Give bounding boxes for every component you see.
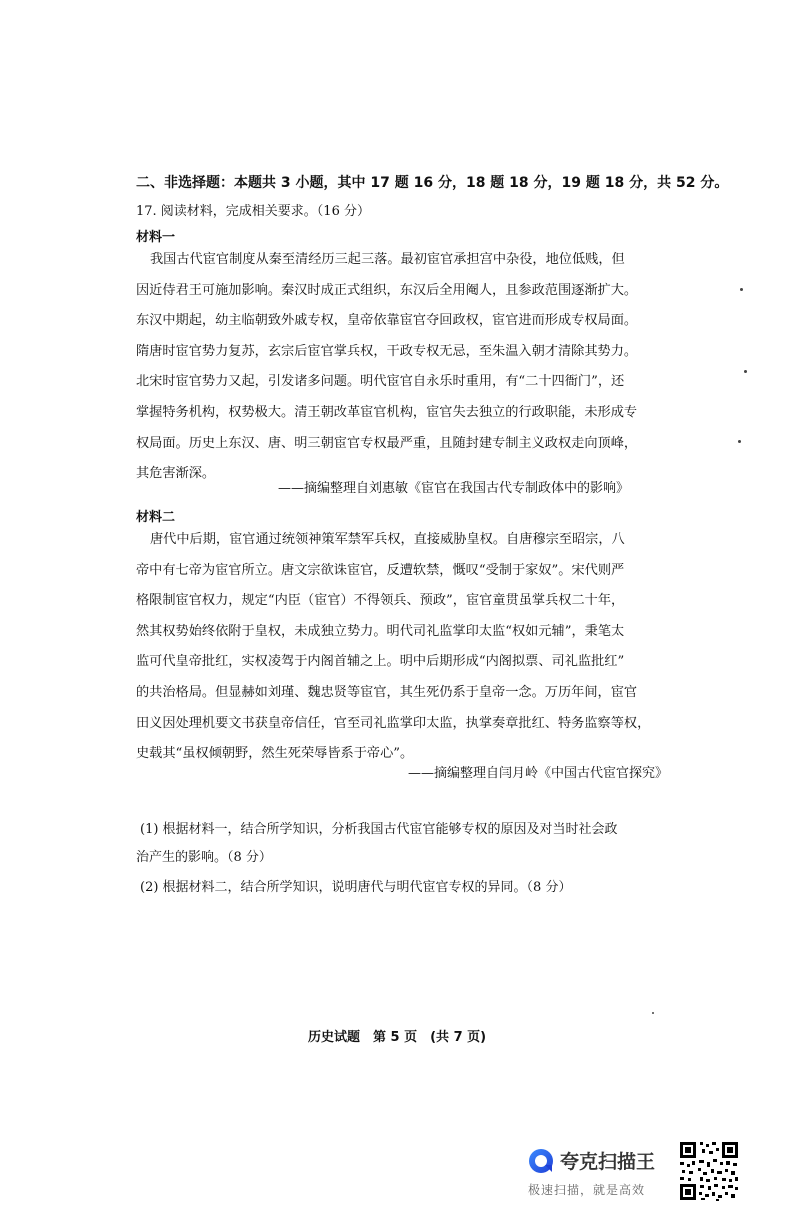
watermark-slogan: 极速扫描，就是高效 bbox=[528, 1183, 646, 1197]
material2-label: 材料二 bbox=[136, 510, 176, 525]
material2-line: 然其权势始终依附于皇权，未成独立势力。明代司礼监掌印太监“权如元辅”，秉笔太 bbox=[136, 623, 625, 639]
material2-line: 格限制宦官权力，规定“内臣（宦官）不得领兵、预政”，宦官童贯虽掌兵权二十年， bbox=[136, 593, 625, 609]
material1-line: 其危害渐深。 bbox=[136, 466, 216, 482]
quark-logo-icon bbox=[528, 1148, 554, 1174]
scan-speck bbox=[738, 440, 741, 443]
material2-line: 监可代皇帝批红，实权凌驾于内阁首辅之上。明中后期形成“内阁拟票、司礼监批红” bbox=[136, 654, 625, 670]
watermark-title: 夸克扫描王 bbox=[560, 1151, 656, 1173]
material1-line: 因近侍君王可施加影响。秦汉时成正式组织，东汉后全用阉人，且参政范围逐渐扩大。 bbox=[136, 282, 638, 298]
material1-line: 掌握特务机构，权势极大。清王朝改革宦官机构，宦官失去独立的行政职能，未形成专 bbox=[136, 404, 638, 420]
material1-line: 东汉中期起，幼主临朝致外戚专权，皇帝依靠宦官夺回政权，宦官进而形成专权局面。 bbox=[136, 313, 638, 329]
scan-speck bbox=[652, 1012, 654, 1014]
question-1-line-1: (1) 根据材料一，结合所学知识，分析我国古代宦官能够专权的原因及对当时社会政 bbox=[140, 822, 618, 837]
scan-speck bbox=[740, 288, 743, 291]
scan-speck bbox=[744, 370, 747, 373]
material1-line: 权局面。历史上东汉、唐、明三朝宦官专权最严重，且随封建专制主义政权走向顶峰， bbox=[136, 435, 638, 451]
section-header: 二、非选择题：本题共 3 小题，其中 17 题 16 分，18 题 18 分，19 题 18 分，共 52 分。 bbox=[136, 175, 729, 191]
material1-paragraph bbox=[136, 245, 666, 490]
qr-code-icon bbox=[678, 1140, 740, 1202]
question-1-line-2: 治产生的影响。（8 分） bbox=[136, 850, 272, 865]
material1-source: ——摘编整理自刘惠敏《宦官在我国古代专制政体中的影响》 bbox=[278, 481, 630, 496]
question-title: 17. 阅读材料，完成相关要求。（16 分） bbox=[136, 204, 370, 219]
question-2: (2) 根据材料二，结合所学知识，说明唐代与明代宦官专权的异同。（8 分） bbox=[140, 880, 572, 895]
material2-line: 唐代中后期，宦官通过统领神策军禁军兵权，直接威胁皇权。自唐穆宗至昭宗，八 bbox=[150, 532, 625, 547]
material1-line: 我国古代宦官制度从秦至清经历三起三落。最初宦官承担宫中杂役，地位低贱，但 bbox=[150, 252, 625, 267]
scanner-watermark bbox=[528, 1145, 678, 1205]
material2-line: 史载其“虽权倾朝野，然生死荣辱皆系于帝心”。 bbox=[136, 746, 414, 762]
material2-line: 帝中有七帝为宦官所立。唐文宗欲诛宦官，反遭软禁，慨叹“受制于家奴”。宋代则严 bbox=[136, 562, 625, 578]
material2-source: ——摘编整理自闫月岭《中国古代宦官探究》 bbox=[408, 766, 669, 781]
material2-paragraph bbox=[136, 525, 666, 770]
material1-line: 隋唐时宦官势力复苏，玄宗后宦官掌兵权，干政专权无忌，至朱温入朝才清除其势力。 bbox=[136, 343, 638, 359]
material1-label: 材料一 bbox=[136, 230, 176, 245]
page-footer: 历史试题 第 5 页 (共 7 页) bbox=[308, 1030, 487, 1045]
material2-line: 田义因处理机要文书获皇帝信任，官至司礼监掌印太监，执掌奏章批红、特务监察等权， bbox=[136, 715, 651, 731]
material1-line: 北宋时宦官势力又起，引发诸多问题。明代宦官自永乐时重用，有“二十四衙门”，还 bbox=[136, 374, 625, 390]
material2-line: 的共治格局。但显赫如刘瑾、魏忠贤等宦官，其生死仍系于皇帝一念。万历年间，宦官 bbox=[136, 684, 638, 700]
